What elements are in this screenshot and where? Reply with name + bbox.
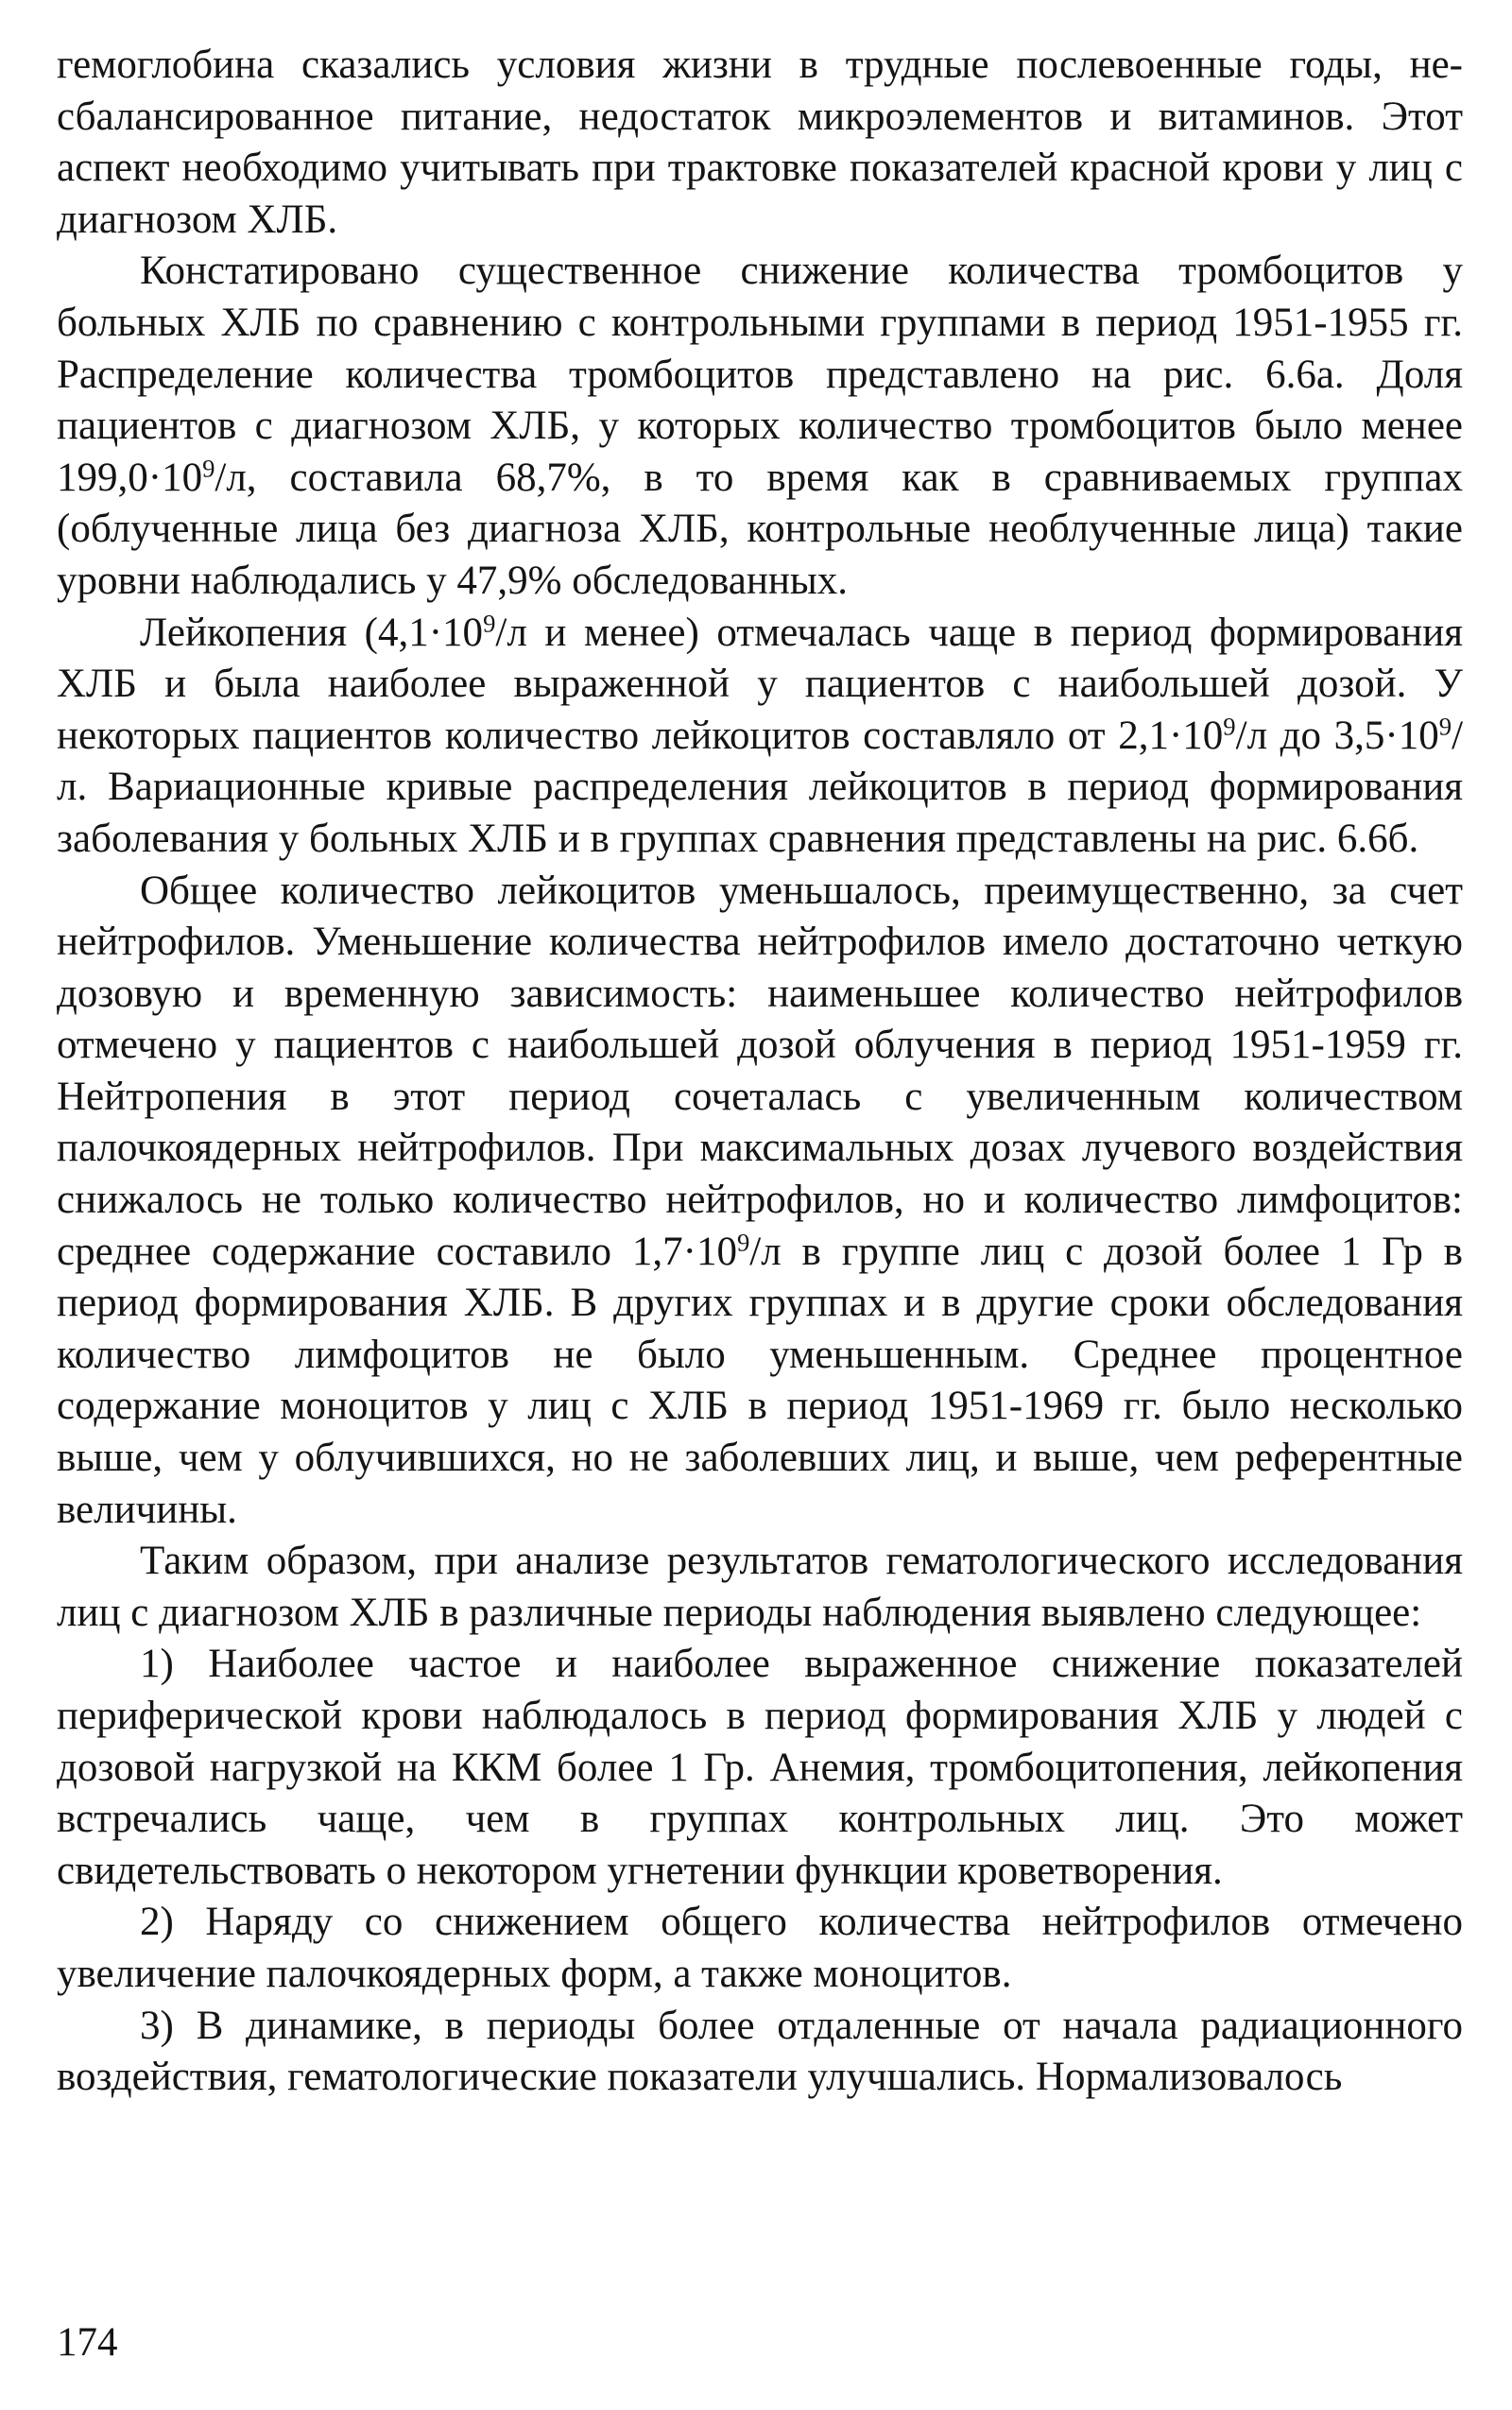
paragraph-1-text: гемоглобина сказались условия жизни в трудные послевоенные годы, несбалансированное питание, недостаток микроэлементов и витаминов. Этот аспект необходимо учитывать при трактовке показателей красной крови у лиц с диагнозом ХЛБ.	[57, 43, 1463, 242]
paragraph-5	[57, 1536, 1463, 1639]
superscript-exponent: 9	[1438, 712, 1452, 741]
paragraph-3-text: /л. Вариационные кривые распределения лейкоцитов в период формирования заболевания у больных ХЛБ и в группах сравнения представлены на рис. 6.6б.	[57, 713, 1464, 861]
page-number: 174	[57, 2320, 118, 2365]
superscript-exponent: 9	[483, 608, 496, 637]
paragraph-2-text: /л, составила 68,7%, в то время как в сравниваемых группах (облученные лица без диагноза ХЛБ, контрольные необлученные лица) такие уровни наблюдались у 47,9% обследованных.	[57, 455, 1463, 603]
paragraph-4	[57, 866, 1463, 1537]
paragraph-2-text: Констатировано существенное снижение количества тромбоцитов у больных ХЛБ по сравнению с контрольными группами в период 1951-1955 гг. Распределение количества тромбоцитов представлено на рис. 6.6а. Доля пациентов с диагнозом ХЛБ, у которых количество тромбоцитов было менее 199,0·10	[57, 249, 1463, 500]
paragraph-5-text: Таким образом, при анализе результатов гематологического исследования лиц с диагнозом ХЛБ в различные периоды наблюдения выявлено следующее:	[57, 1539, 1463, 1635]
paragraph-3-text: /л и менее) отмечалась чаще в период формирования ХЛБ и была наиболее выраженной у пациентов с наибольшей дозой. У некоторых пациентов количество лейкоцитов составляло от 2,1·10	[57, 610, 1464, 758]
list-item-2	[57, 1897, 1463, 2000]
list-item-1-text: 1) Наиболее частое и наиболее выраженное снижение показателей периферической крови наблюдалось в период формирования ХЛБ у людей с дозовой нагрузкой на ККМ более 1 Гр. Анемия, тромбоцитопения, лейкопения встречались чаще, чем в группах контрольных лиц. Это может свидетельствовать о некотором угнетении функции кроветворения.	[57, 1642, 1463, 1893]
paragraph-4-text: /л в группе лиц с дозой более 1 Гр в период формирования ХЛБ. В других группах и в другие сроки обследования количество лимфоцитов не было уменьшенным. Среднее процентное содержание моноцитов у лиц с ХЛБ в период 1951-1969 гг. было несколько выше, чем у облучившихся, но не заболевших лиц, и выше, чем референтные величины.	[57, 1229, 1463, 1532]
superscript-exponent: 9	[1223, 712, 1236, 741]
list-item-1	[57, 1639, 1463, 1897]
paragraph-3	[57, 608, 1463, 866]
page-text-body	[57, 40, 1463, 2104]
paragraph-2	[57, 246, 1463, 607]
list-item-2-text: 2) Наряду со снижением общего количества нейтрофилов отмечено увеличение палочкоядерных форм, а также моноцитов.	[57, 1900, 1463, 1996]
paragraph-1	[57, 40, 1463, 246]
paragraph-3-text: /л до 3,5·10	[1235, 713, 1439, 758]
list-item-3	[57, 2001, 1463, 2104]
list-item-3-text: 3) В динамике, в периоды более отдаленные от начала радиационного воздействия, гематологические показатели улучшались. Нормализовалось	[57, 2003, 1463, 2100]
superscript-exponent: 9	[736, 1228, 750, 1256]
paragraph-3-text: Лейкопения (4,1·10	[140, 610, 484, 655]
paragraph-4-text: Общее количество лейкоцитов уменьшалось, преимущественно, за счет нейтрофилов. Уменьшение количества нейтрофилов имело достаточно четкую дозовую и временную зависимость: наименьшее количество нейтрофилов отмечено у пациентов с наибольшей дозой облучения в период 1951-1959 гг. Нейтропения в этот период сочеталась с увеличенным количеством палочкоядерных нейтрофилов. При максимальных дозах лучевого воздействия снижалось не только количество нейтрофилов, но и количество лимфоцитов: среднее содержание составило 1,7·10	[57, 868, 1463, 1274]
superscript-exponent: 9	[202, 454, 215, 483]
